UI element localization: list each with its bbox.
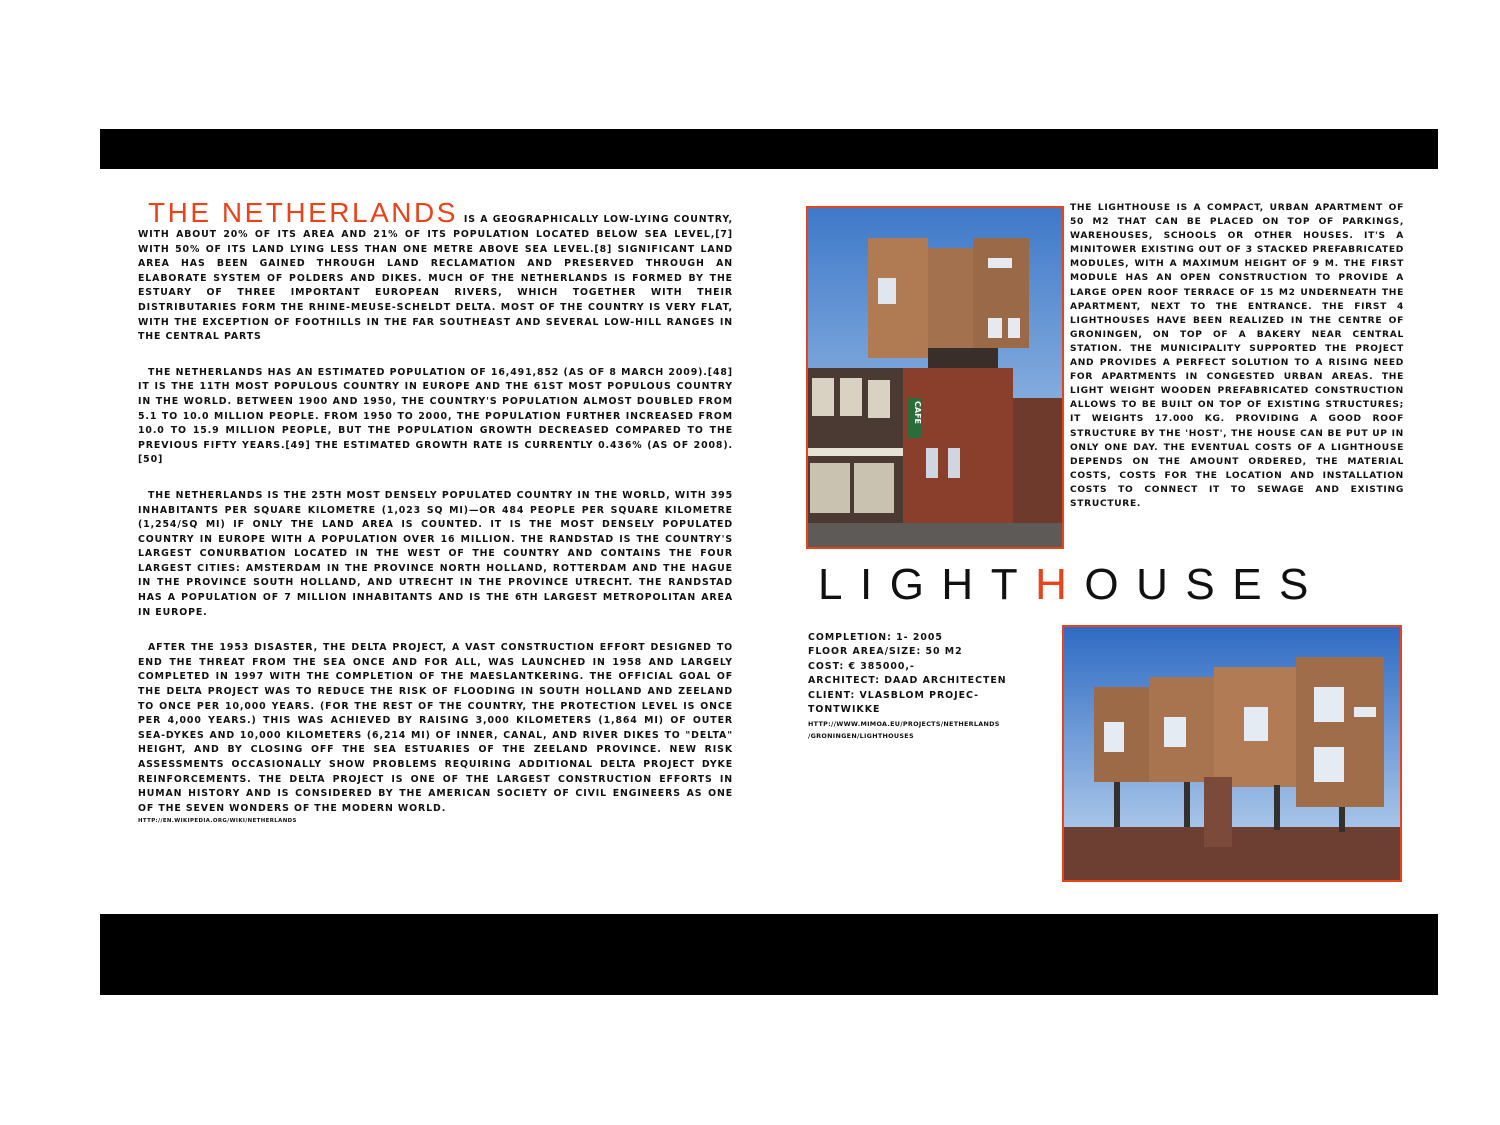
- spec-completion: COMPLETION: 1- 2005: [808, 632, 943, 643]
- lighthouses-title: [818, 560, 1398, 610]
- netherlands-article: [138, 198, 733, 825]
- lighthouses-title-accent: H: [1035, 560, 1085, 609]
- article-source-url: HTTP://EN.WIKIPEDIA.ORG/WIKI/NETHERLANDS: [138, 818, 297, 825]
- lighthouses-title-part1: LIGHT: [818, 560, 1036, 609]
- cafe-sign: CAFE: [913, 401, 922, 424]
- lighthouse-description: THE LIGHTHOUSE IS A COMPACT, URBAN APARTMENT OF 50 M2 THAT CAN BE PLACED ON TOP OF PARKINGS, WAREHOUSES, SCHOOLS OR OTHER HOUSES. IT'S A MINITOWER EXISTING OUT OF 3 STACKED PREFABRICATED MODULES, WITH A MAXIMUM HEIGHT OF 9 M. THE FIRST MODULE HAS AN OPEN CONSTRUCTION TO PROVIDE A LARGE OPEN ROOF TERRACE OF 15 M2 UNDERNEATH THE APARTMENT, NEXT TO THE ENTRANCE. THE FIRST 4 LIGHTHOUSES HAVE BEEN REALIZED IN THE CENTRE OF GRONINGEN, ON TOP OF A BAKERY NEAR CENTRAL STATION. THE MUNICIPALITY SUPPORTED THE PROJECT AND PROVIDES A PERFECT SOLUTION TO A RISING NEED FOR APARTMENTS IN CONGESTED URBAN AREAS. THE LIGHT WEIGHT WOODEN PREFABRICATED CONSTRUCTION ALLOWS TO BE BUILT ON TOP OF EXISTING STRUCTURES; IT WEIGHTS 17.000 KG. PROVIDING A GOOD ROOF STRUCTURE BY THE 'HOST', THE HOUSE CAN BE PUT UP IN ONLY ONE DAY. THE EVENTUAL COSTS OF A LIGHTHOUSE DEPENDS ON THE AMOUNT ORDERED, THE MATERIAL COSTS, COSTS FOR THE LOCATION AND INSTALLATION COSTS TO CONNECT IT TO SEWAGE AND EXISTING STRUCTURE.: [1070, 203, 1404, 509]
- netherlands-title: THE NETHERLANDS: [148, 197, 458, 228]
- article-paragraph-1-text: IS A GEOGRAPHICALLY LOW-LYING COUNTRY, WITH ABOUT 20% OF ITS AREA AND 21% OF ITS POPULATION LOCATED BELOW SEA LEVEL,[7] WITH 50% OF ITS LAND LYING LESS THAN ONE METRE ABOVE SEA LEVEL.[8] SIGNIFICANT LAND AREA HAS BEEN GAINED THROUGH LAND RECLAMATION AND PRESERVED THROUGH AN ELABORATE SYSTEM OF POLDERS AND DIKES. MUCH OF THE NETHERLANDS IS FORMED BY THE ESTUARY OF THREE IMPORTANT EUROPEAN RIVERS, WHICH TOGETHER WITH THEIR DISTRIBUTARIES FORM THE RHINE-MEUSE-SCHELDT DELTA. MOST OF THE COUNTRY IS VERY FLAT, WITH THE EXCEPTION OF FOOTHILLS IN THE FAR SOUTHEAST AND SEVERAL LOW-HILL RANGES IN THE CENTRAL PARTS: [138, 214, 734, 343]
- project-url-line1: HTTP://WWW.MIMOA.EU/PROJECTS/NETHERLANDS: [808, 720, 1000, 729]
- lighthouse-closeup-photo: [1062, 625, 1402, 882]
- project-url-line2: /GRONINGEN/LIGHTHOUSES: [808, 732, 914, 741]
- top-black-bar: [100, 129, 1438, 169]
- project-specs: [808, 631, 1053, 741]
- spec-client: CLIENT: VLASBLOM PROJEC-: [808, 689, 980, 701]
- spec-floor-area: FLOOR AREA/SIZE: 50 M2: [808, 646, 963, 658]
- spec-cost: COST: € 385000,-: [808, 660, 915, 672]
- bottom-black-bar: [100, 914, 1438, 995]
- article-paragraph-3: THE NETHERLANDS IS THE 25TH MOST DENSELY POPULATED COUNTRY IN THE WORLD, WITH 395 INHABITANTS PER SQUARE KILOMETRE (1,023 SQ MI)—OR 484 PEOPLE PER SQUARE KILOMETRE (1,254/SQ MI) IF ONLY THE LAND AREA IS COUNTED. IT IS THE MOST DENSELY POPULATED COUNTRY IN EUROPE WITH A POPULATION OVER 16 MILLION. THE RANDSTAD IS THE COUNTRY'S LARGEST CONURBATION LOCATED IN THE WEST OF THE COUNTRY AND CONTAINS THE FOUR LARGEST CITIES: AMSTERDAM IN THE PROVINCE NORTH HOLLAND, ROTTERDAM AND THE HAGUE IN THE PROVINCE SOUTH HOLLAND, AND UTRECHT IN THE PROVINCE UTRECHT. THE RANDSTAD HAS A POPULATION OF 7 MILLION INHABITANTS AND IS THE 6TH LARGEST METROPOLITAN AREA IN EUROPE.: [138, 489, 733, 618]
- spec-client-cont: TONTWIKKE: [808, 704, 881, 716]
- spec-architect: ARCHITECT: DAAD ARCHITECTEN: [808, 675, 1007, 687]
- lighthouses-title-part2: OUSES: [1084, 560, 1326, 609]
- lighthouse-street-photo: [806, 206, 1064, 549]
- article-paragraph-2: THE NETHERLANDS HAS AN ESTIMATED POPULATION OF 16,491,852 (AS OF 8 MARCH 2009).[48] IT IS THE 11TH MOST POPULOUS COUNTRY IN EUROPE AND THE 61ST MOST POPULOUS COUNTRY IN THE WORLD. BETWEEN 1900 AND 1950, THE COUNTRY'S POPULATION ALMOST DOUBLED FROM 5.1 TO 10.0 MILLION PEOPLE. FROM 1950 TO 2000, THE POPULATION FURTHER INCREASED FROM 10.0 TO 15.9 MILLION PEOPLE, BUT THE POPULATION GROWTH DECREASED COMPARED TO THE PREVIOUS FIFTY YEARS.[49] THE ESTIMATED GROWTH RATE IS CURRENTLY 0.436% (AS OF 2008).[50]: [138, 366, 733, 466]
- article-paragraph-1: [138, 198, 733, 345]
- article-paragraph-4: AFTER THE 1953 DISASTER, THE DELTA PROJECT, A VAST CONSTRUCTION EFFORT DESIGNED TO END THE THREAT FROM THE SEA ONCE AND FOR ALL, WAS LAUNCHED IN 1958 AND LARGELY COMPLETED IN 1997 WITH THE COMPLETION OF THE MAESLANTKERING. THE OFFICIAL GOAL OF THE DELTA PROJECT WAS TO REDUCE THE RISK OF FLOODING IN SOUTH HOLLAND AND ZEELAND TO ONCE PER 10,000 YEARS. (FOR THE REST OF THE COUNTRY, THE PROTECTION LEVEL IS ONCE PER 4,000 YEARS.) THIS WAS ACHIEVED BY RAISING 3,000 KILOMETERS (1,864 MI) OF OUTER SEA-DYKES AND 10,000 KILOMETERS (6,214 MI) OF INNER, CANAL, AND RIVER DIKES TO "DELTA" HEIGHT, AND BY CLOSING OFF THE SEA ESTUARIES OF THE ZEELAND PROVINCE. NEW RISK ASSESSMENTS OCCASIONALLY SHOW PROBLEMS REQUIRING ADDITIONAL DELTA PROJECT DYKE REINFORCEMENTS. THE DELTA PROJECT IS ONE OF THE LARGEST CONSTRUCTION EFFORTS IN HUMAN HISTORY AND IS CONSIDERED BY THE AMERICAN SOCIETY OF CIVIL ENGINEERS AS ONE OF THE SEVEN WONDERS OF THE MODERN WORLD.: [138, 642, 733, 814]
